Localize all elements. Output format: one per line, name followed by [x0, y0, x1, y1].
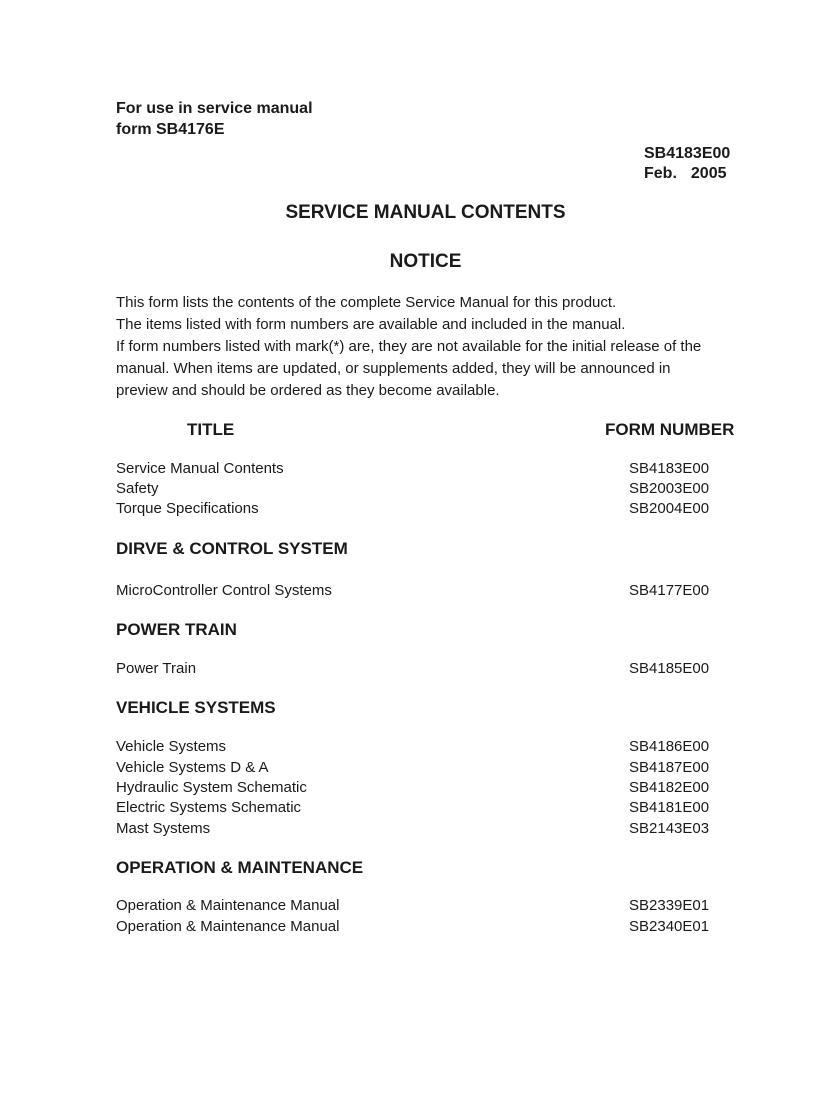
notice-line: This form lists the contents of the complete Service Manual for this product. [116, 294, 617, 311]
item-title: Operation & Maintenance Manual [116, 918, 340, 935]
item-title: Vehicle Systems [116, 738, 227, 755]
item-form-number: SB2004E00 [629, 500, 710, 517]
column-header-form-number: FORM NUMBER [605, 420, 735, 439]
usage-note [116, 98, 313, 140]
item-form-number: SB2340E01 [629, 918, 710, 935]
list-item [0, 499, 839, 519]
list-item [0, 581, 839, 601]
document-date-month: Feb. [644, 165, 677, 182]
item-title: Safety [116, 480, 159, 497]
list-item [0, 659, 839, 679]
item-title: MicroController Control Systems [116, 582, 332, 599]
list-item [0, 896, 839, 916]
list-item [0, 778, 839, 798]
section-heading-drive-control: DIRVE & CONTROL SYSTEM [116, 539, 348, 558]
item-title: Mast Systems [116, 820, 211, 837]
list-item [0, 758, 839, 778]
document-number: SB4183E00 [644, 145, 731, 162]
item-form-number: SB4187E00 [629, 759, 710, 776]
notice-heading: NOTICE [389, 251, 462, 272]
document-date-year: 2005 [690, 165, 727, 182]
notice-line: The items listed with form numbers are available and included in the manual. [116, 316, 626, 333]
column-header-title: TITLE [187, 420, 235, 439]
item-form-number: SB2003E00 [629, 480, 710, 497]
section-heading-power-train: POWER TRAIN [116, 620, 237, 639]
item-form-number: SB4181E00 [629, 799, 710, 816]
notice-line: If form numbers listed with mark(*) are, they are not available for the initial release of the [116, 338, 702, 355]
section-heading-operation-maintenance: OPERATION & MAINTENANCE [116, 858, 364, 877]
item-form-number: SB4182E00 [629, 779, 710, 796]
item-title: Torque Specifications [116, 500, 259, 517]
item-title: Operation & Maintenance Manual [116, 897, 340, 914]
page-title: SERVICE MANUAL CONTENTS [285, 202, 566, 223]
usage-note-line-2: form SB4176E [116, 121, 225, 138]
list-item [0, 819, 839, 839]
document-date [644, 164, 730, 184]
item-title: Service Manual Contents [116, 460, 284, 477]
item-title: Power Train [116, 660, 197, 677]
document-id-block [644, 144, 730, 184]
item-form-number: SB4185E00 [629, 660, 710, 677]
usage-note-line-1: For use in service manual [116, 100, 313, 117]
item-form-number: SB4186E00 [629, 738, 710, 755]
notice-line: preview and should be ordered as they become available. [116, 382, 500, 399]
list-item [0, 737, 839, 757]
section-heading-vehicle-systems: VEHICLE SYSTEMS [116, 698, 276, 717]
item-form-number: SB4183E00 [629, 460, 710, 477]
item-form-number: SB4177E00 [629, 582, 710, 599]
item-title: Electric Systems Schematic [116, 799, 302, 816]
notice-line: manual. When items are updated, or supplements added, they will be announced in [116, 360, 671, 377]
item-form-number: SB2143E03 [629, 820, 710, 837]
list-item [0, 459, 839, 479]
item-title: Vehicle Systems D & A [116, 759, 269, 776]
item-title: Hydraulic System Schematic [116, 779, 307, 796]
item-form-number: SB2339E01 [629, 897, 710, 914]
notice-body [116, 292, 756, 402]
list-item [0, 479, 839, 499]
list-item [0, 798, 839, 818]
list-item [0, 917, 839, 937]
